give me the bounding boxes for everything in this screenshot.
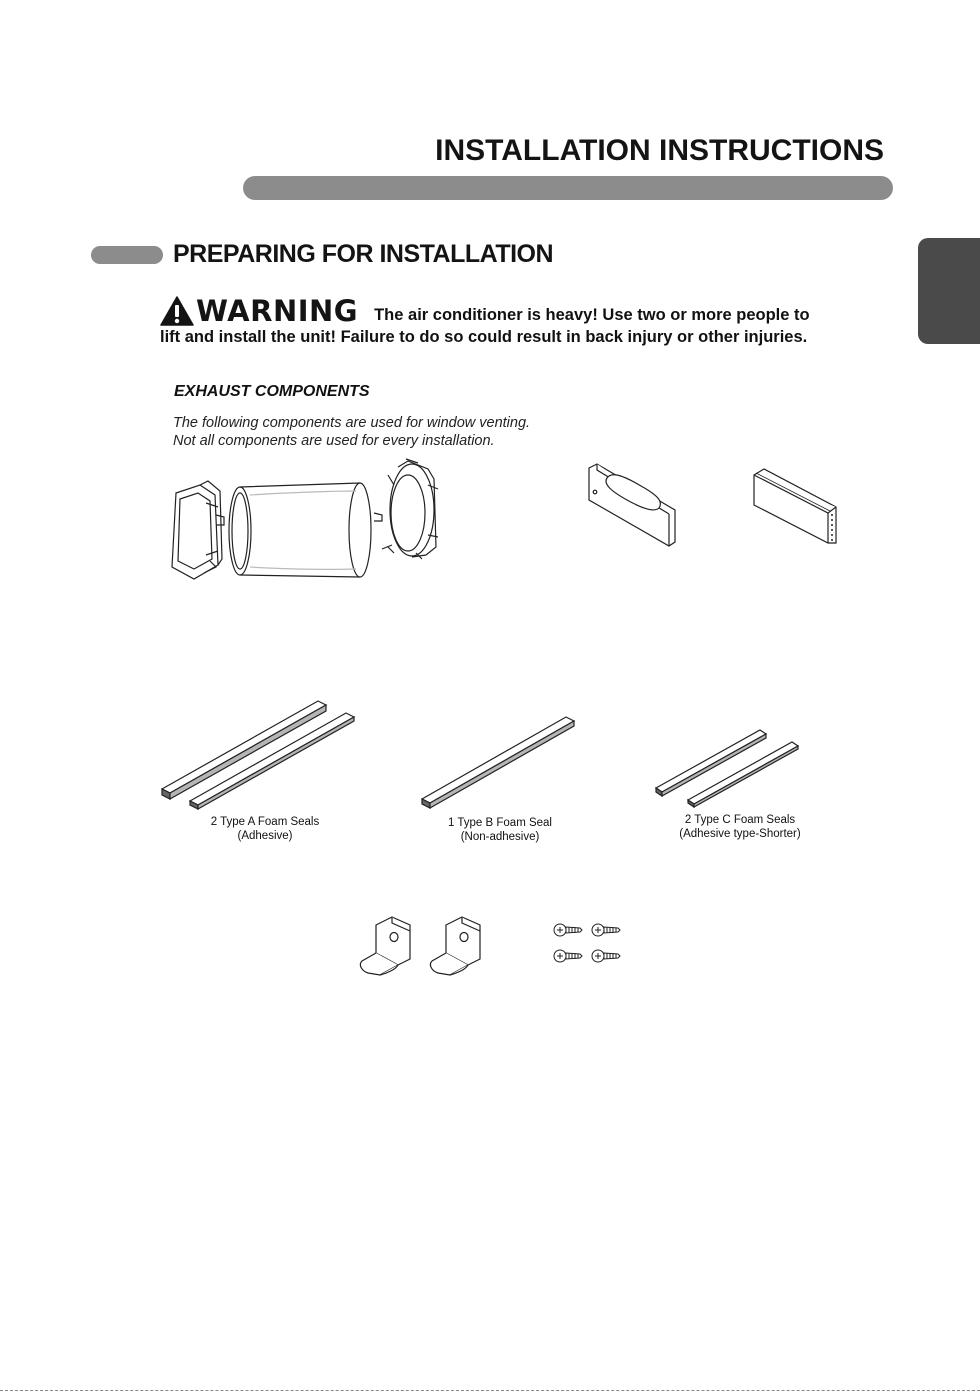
section-title: PREPARING FOR INSTALLATION	[173, 240, 554, 268]
type-a-caption	[180, 815, 350, 843]
title-underline-bar	[243, 176, 893, 200]
side-chapter-tab	[918, 238, 980, 344]
exhaust-intro	[173, 414, 530, 450]
type-c-caption-line2: (Adhesive type-Shorter)	[679, 828, 801, 840]
type-c-foam-seals-illustration	[654, 728, 804, 808]
intro-line-1: The following components are used for window venting.	[173, 415, 531, 431]
warning-text-line1: The air conditioner is heavy! Use two or more people to	[374, 306, 810, 324]
warning-triangle-icon	[160, 296, 194, 326]
screws-illustration	[552, 920, 622, 968]
type-a-foam-seals-illustration	[158, 697, 358, 809]
type-b-caption-line1: 1 Type B Foam Seal	[448, 817, 552, 829]
intro-line-2: Not all components are used for every installation.	[173, 433, 495, 449]
warning-line	[160, 296, 865, 326]
type-b-caption-line2: (Non-adhesive)	[460, 831, 540, 843]
window-extension-panel-illustration	[750, 465, 840, 545]
section-marker	[91, 246, 163, 264]
page-bottom-rule	[0, 1390, 980, 1391]
type-a-caption-line2: (Adhesive)	[237, 830, 293, 842]
type-b-foam-seal-illustration	[418, 715, 578, 809]
warning-label: WARNING	[196, 294, 359, 328]
warning-text-line2: lift and install the unit! Failure to do so could result in back injury or other injuries.	[160, 328, 808, 346]
page-title: INSTALLATION INSTRUCTIONS	[435, 134, 884, 167]
exhaust-hose-assembly-illustration	[160, 455, 450, 585]
window-brackets-illustration	[358, 915, 490, 979]
type-c-caption-line1: 2 Type C Foam Seals	[684, 814, 796, 826]
type-a-caption-line1: 2 Type A Foam Seals	[210, 816, 320, 828]
warning-block	[160, 296, 865, 347]
type-b-caption	[420, 816, 580, 844]
exhaust-components-heading: EXHAUST COMPONENTS	[174, 383, 370, 400]
type-c-caption	[660, 813, 820, 841]
window-slider-panel-illustration	[585, 462, 685, 552]
